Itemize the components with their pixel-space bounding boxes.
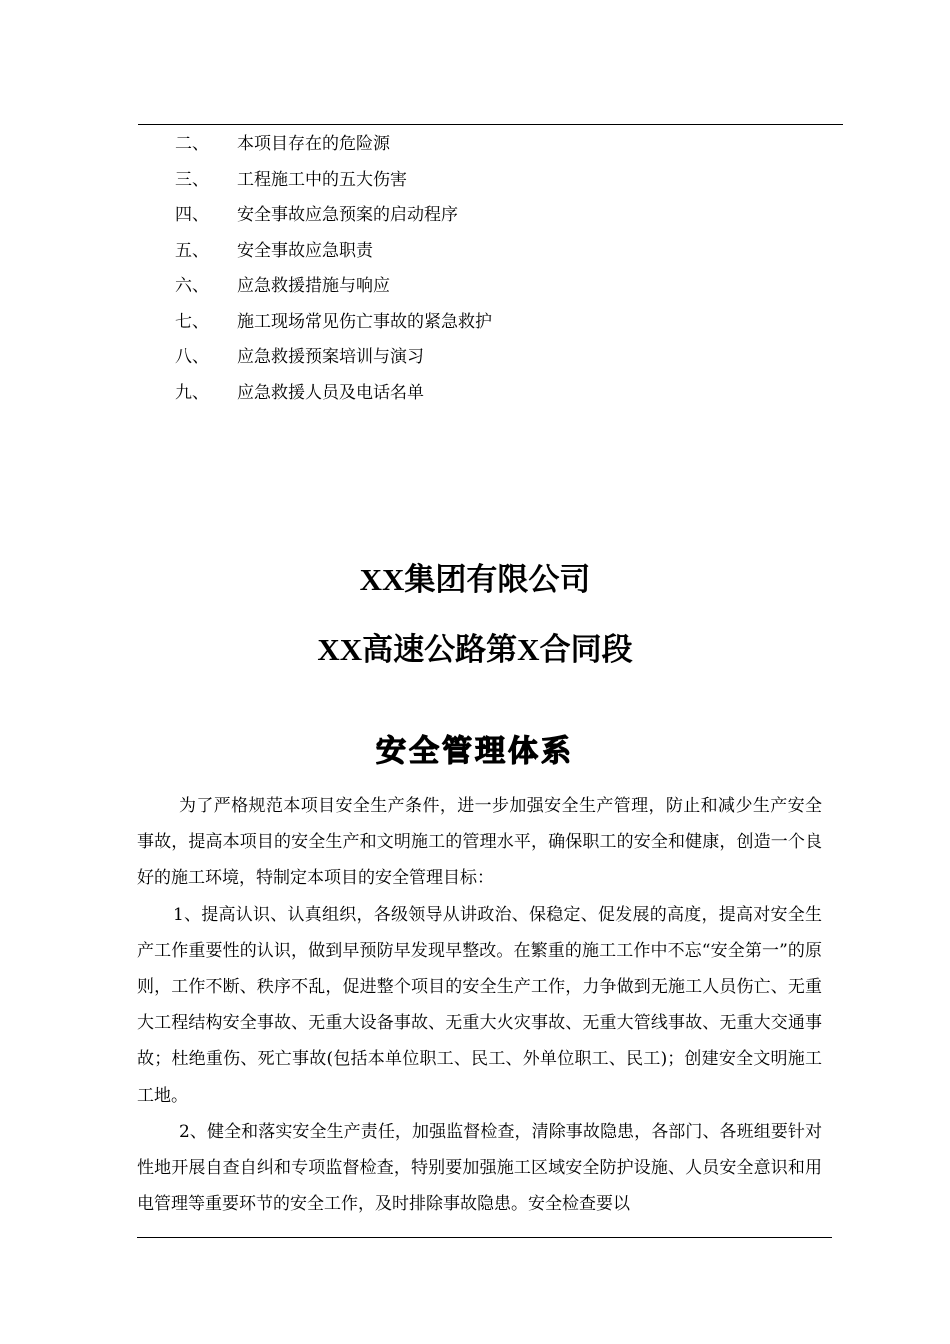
section-heading: 安全管理体系	[376, 734, 574, 769]
toc-item	[175, 238, 492, 274]
header-rule	[138, 124, 843, 125]
toc-item	[175, 202, 492, 238]
paragraph-item-2: 2、健全和落实安全生产责任，加强监督检查，清除事故隐患，各部门、各班组要针对性地开展自查自纠和专项监督检查，特别要加强施工区域安全防护设施、人员安全意识和用电管理等重要环节的安全工作，及时排除事故隐患。安全检查要以	[137, 1121, 822, 1215]
paragraph-item-1: 1、提高认识、认真组织，各级领导从讲政治、保稳定、促发展的高度，提高对安全生产工作重要性的认识，做到早预防早发现早整改。在繁重的施工工作中不忘“安全第一”的原则，工作不断、秩序不乱，促进整个项目的安全生产工作，力争做到无施工人员伤亡、无重大工程结构安全事故、无重大设备事故、无重大火灾事故、无重大管线事故、无重大交通事故；杜绝重伤、死亡事故(包括本单位职工、民工、外单位职工、民工)；创建安全文明施工工地。	[137, 904, 822, 1106]
toc-text: 应急救援预案培训与演习	[237, 347, 424, 367]
toc-item	[175, 380, 492, 416]
toc-number: 四、	[175, 205, 209, 225]
toc-item	[175, 273, 492, 309]
toc-number: 二、	[175, 134, 209, 154]
body-text	[137, 788, 822, 1222]
footer-rule	[137, 1237, 832, 1238]
toc-number: 七、	[175, 311, 209, 332]
toc-text: 本项目存在的危险源	[237, 134, 390, 154]
toc-number: 八、	[175, 347, 209, 367]
toc-item	[175, 131, 492, 167]
toc-text: 安全事故应急预案的启动程序	[237, 205, 458, 225]
toc-item	[175, 309, 492, 345]
contract-section-title: XX高速公路第X合同段	[317, 632, 633, 667]
toc-text: 工程施工中的五大伤害	[237, 169, 407, 190]
paragraph-intro: 为了严格规范本项目安全生产条件，进一步加强安全生产管理，防止和减少生产安全事故，提高本项目的安全生产和文明施工的管理水平，确保职工的安全和健康，创造一个良好的施工环境，特制定本项目的安全管理目标：	[137, 796, 822, 889]
toc-number: 九、	[175, 382, 209, 403]
company-title: XX集团有限公司	[359, 562, 591, 597]
toc-text: 应急救援措施与响应	[237, 276, 390, 296]
toc-item	[175, 344, 492, 380]
toc-number: 六、	[175, 276, 209, 296]
toc-item	[175, 167, 492, 203]
toc-text: 应急救援人员及电话名单	[237, 382, 424, 403]
table-of-contents	[175, 131, 492, 415]
toc-text: 施工现场常见伤亡事故的紧急救护	[237, 311, 492, 332]
toc-number: 三、	[175, 169, 209, 190]
toc-text: 安全事故应急职责	[237, 240, 373, 261]
toc-number: 五、	[175, 240, 209, 261]
